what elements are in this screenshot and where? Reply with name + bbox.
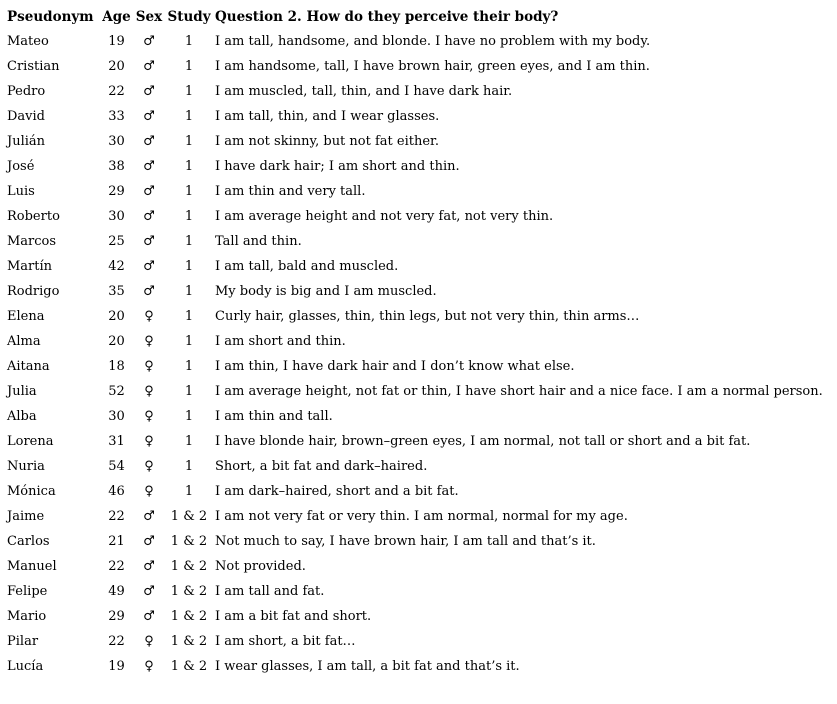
table-row bbox=[7, 104, 837, 129]
table-row bbox=[7, 254, 837, 279]
cell-study: 1 bbox=[184, 284, 194, 299]
table-row bbox=[7, 379, 837, 404]
cell-study: 1 & 2 bbox=[170, 559, 208, 574]
table-row bbox=[7, 629, 837, 654]
table-header-row bbox=[7, 4, 837, 29]
sex-symbol-icon: ♂ bbox=[143, 34, 155, 49]
cell-age: 22 bbox=[108, 634, 125, 649]
cell-pseudonym: Roberto bbox=[7, 209, 60, 224]
cell-study: 1 bbox=[184, 34, 194, 49]
sex-symbol-icon: ♀ bbox=[144, 659, 154, 674]
cell-study: 1 bbox=[184, 134, 194, 149]
cell-answer: I am not skinny, but not fat either. bbox=[215, 134, 439, 149]
cell-answer: I am tall and fat. bbox=[215, 584, 325, 599]
sex-symbol-icon: ♂ bbox=[143, 509, 155, 524]
cell-study: 1 bbox=[184, 434, 194, 449]
sex-symbol-icon: ♂ bbox=[143, 609, 155, 624]
cell-answer: I am average height and not very fat, not very thin. bbox=[215, 209, 554, 224]
table-row bbox=[7, 479, 837, 504]
cell-pseudonym: Elena bbox=[7, 309, 45, 324]
cell-answer: I am average height, not fat or thin, I have short hair and a nice face. I am a normal person. bbox=[215, 384, 823, 399]
cell-answer: I am muscled, tall, thin, and I have dark hair. bbox=[215, 84, 513, 99]
sex-symbol-icon: ♀ bbox=[144, 409, 154, 424]
cell-study: 1 bbox=[184, 409, 194, 424]
cell-age: 29 bbox=[108, 609, 125, 624]
sex-symbol-icon: ♂ bbox=[143, 134, 155, 149]
cell-pseudonym: Julia bbox=[7, 384, 37, 399]
table-row bbox=[7, 79, 837, 104]
cell-study: 1 bbox=[184, 209, 194, 224]
table-row bbox=[7, 129, 837, 154]
sex-symbol-icon: ♀ bbox=[144, 359, 154, 374]
table-row bbox=[7, 429, 837, 454]
cell-study: 1 bbox=[184, 334, 194, 349]
sex-symbol-icon: ♂ bbox=[143, 559, 155, 574]
cell-pseudonym: Aitana bbox=[7, 359, 50, 374]
cell-age: 19 bbox=[108, 659, 125, 674]
table-row bbox=[7, 654, 837, 679]
table-row bbox=[7, 554, 837, 579]
cell-answer: I am short, a bit fat… bbox=[215, 634, 356, 649]
cell-pseudonym: Alba bbox=[7, 409, 37, 424]
cell-pseudonym: Jaime bbox=[7, 509, 45, 524]
cell-study: 1 & 2 bbox=[170, 634, 208, 649]
cell-age: 20 bbox=[108, 309, 125, 324]
table-row bbox=[7, 179, 837, 204]
sex-symbol-icon: ♀ bbox=[144, 334, 154, 349]
cell-pseudonym: Mateo bbox=[7, 34, 49, 49]
cell-study: 1 bbox=[184, 484, 194, 499]
cell-age: 31 bbox=[108, 434, 125, 449]
cell-pseudonym: Cristian bbox=[7, 59, 60, 74]
table-row bbox=[7, 504, 837, 529]
cell-answer: Not provided. bbox=[215, 559, 306, 574]
sex-symbol-icon: ♀ bbox=[144, 634, 154, 649]
column-header-pseudonym: Pseudonym bbox=[7, 8, 94, 25]
cell-age: 22 bbox=[108, 509, 125, 524]
sex-symbol-icon: ♂ bbox=[143, 84, 155, 99]
table-row bbox=[7, 204, 837, 229]
cell-age: 19 bbox=[108, 34, 125, 49]
cell-pseudonym: Pilar bbox=[7, 634, 39, 649]
cell-answer: Not much to say, I have brown hair, I am tall and that’s it. bbox=[215, 534, 596, 549]
cell-pseudonym: Nuria bbox=[7, 459, 45, 474]
cell-pseudonym: Lorena bbox=[7, 434, 54, 449]
cell-pseudonym: David bbox=[7, 109, 45, 124]
cell-pseudonym: Pedro bbox=[7, 84, 46, 99]
cell-pseudonym: Mónica bbox=[7, 484, 56, 499]
sex-symbol-icon: ♂ bbox=[143, 209, 155, 224]
sex-symbol-icon: ♀ bbox=[144, 459, 154, 474]
table-row bbox=[7, 354, 837, 379]
table-row bbox=[7, 579, 837, 604]
cell-answer: Tall and thin. bbox=[215, 234, 302, 249]
cell-answer: I have dark hair; I am short and thin. bbox=[215, 159, 460, 174]
cell-study: 1 bbox=[184, 359, 194, 374]
cell-study: 1 & 2 bbox=[170, 584, 208, 599]
sex-symbol-icon: ♂ bbox=[143, 284, 155, 299]
cell-pseudonym: Rodrigo bbox=[7, 284, 60, 299]
sex-symbol-icon: ♀ bbox=[144, 484, 154, 499]
cell-answer: I am thin and very tall. bbox=[215, 184, 366, 199]
cell-study: 1 & 2 bbox=[170, 534, 208, 549]
table-row bbox=[7, 454, 837, 479]
cell-age: 20 bbox=[108, 59, 125, 74]
cell-answer: I am dark–haired, short and a bit fat. bbox=[215, 484, 459, 499]
column-header-question: Question 2. How do they perceive their body? bbox=[215, 8, 559, 25]
cell-answer: I am short and thin. bbox=[215, 334, 346, 349]
cell-pseudonym: Luis bbox=[7, 184, 35, 199]
cell-pseudonym: Manuel bbox=[7, 559, 57, 574]
cell-pseudonym: Carlos bbox=[7, 534, 50, 549]
cell-pseudonym: Marcos bbox=[7, 234, 57, 249]
cell-pseudonym: Julián bbox=[7, 134, 46, 149]
table-row bbox=[7, 154, 837, 179]
cell-age: 30 bbox=[108, 209, 125, 224]
cell-age: 42 bbox=[108, 259, 125, 274]
cell-age: 54 bbox=[108, 459, 125, 474]
cell-age: 49 bbox=[108, 584, 125, 599]
cell-age: 25 bbox=[108, 234, 125, 249]
cell-age: 52 bbox=[108, 384, 125, 399]
cell-pseudonym: Alma bbox=[7, 334, 41, 349]
cell-pseudonym: Mario bbox=[7, 609, 47, 624]
participants-table bbox=[7, 4, 837, 679]
table-row bbox=[7, 229, 837, 254]
cell-pseudonym: José bbox=[7, 159, 35, 174]
cell-answer: I am tall, handsome, and blonde. I have no problem with my body. bbox=[215, 34, 651, 49]
table-row bbox=[7, 604, 837, 629]
sex-symbol-icon: ♂ bbox=[143, 234, 155, 249]
cell-study: 1 bbox=[184, 459, 194, 474]
cell-answer: I am a bit fat and short. bbox=[215, 609, 372, 624]
sex-symbol-icon: ♀ bbox=[144, 309, 154, 324]
cell-pseudonym: Felipe bbox=[7, 584, 48, 599]
cell-study: 1 & 2 bbox=[170, 509, 208, 524]
table-row bbox=[7, 279, 837, 304]
cell-age: 18 bbox=[108, 359, 125, 374]
sex-symbol-icon: ♀ bbox=[144, 434, 154, 449]
sex-symbol-icon: ♂ bbox=[143, 159, 155, 174]
cell-study: 1 bbox=[184, 234, 194, 249]
sex-symbol-icon: ♂ bbox=[143, 184, 155, 199]
cell-answer: Curly hair, glasses, thin, thin legs, but not very thin, thin arms… bbox=[215, 309, 640, 324]
sex-symbol-icon: ♀ bbox=[144, 384, 154, 399]
column-header-age: Age bbox=[102, 8, 131, 25]
table-row bbox=[7, 304, 837, 329]
sex-symbol-icon: ♂ bbox=[143, 259, 155, 274]
cell-age: 22 bbox=[108, 84, 125, 99]
cell-study: 1 bbox=[184, 159, 194, 174]
cell-age: 38 bbox=[108, 159, 125, 174]
cell-age: 46 bbox=[108, 484, 125, 499]
cell-age: 29 bbox=[108, 184, 125, 199]
table-row bbox=[7, 529, 837, 554]
sex-symbol-icon: ♂ bbox=[143, 534, 155, 549]
cell-age: 22 bbox=[108, 559, 125, 574]
cell-pseudonym: Martín bbox=[7, 259, 53, 274]
cell-study: 1 bbox=[184, 184, 194, 199]
cell-answer: I am not very fat or very thin. I am normal, normal for my age. bbox=[215, 509, 628, 524]
cell-answer: Short, a bit fat and dark–haired. bbox=[215, 459, 428, 474]
cell-age: 30 bbox=[108, 134, 125, 149]
cell-age: 20 bbox=[108, 334, 125, 349]
cell-age: 21 bbox=[108, 534, 125, 549]
column-header-study: Study bbox=[167, 8, 211, 25]
sex-symbol-icon: ♂ bbox=[143, 109, 155, 124]
cell-study: 1 bbox=[184, 59, 194, 74]
cell-age: 30 bbox=[108, 409, 125, 424]
cell-age: 35 bbox=[108, 284, 125, 299]
column-header-sex: Sex bbox=[135, 8, 163, 25]
cell-pseudonym: Lucía bbox=[7, 659, 44, 674]
cell-study: 1 & 2 bbox=[170, 659, 208, 674]
cell-study: 1 & 2 bbox=[170, 609, 208, 624]
table-row bbox=[7, 329, 837, 354]
cell-age: 33 bbox=[108, 109, 125, 124]
sex-symbol-icon: ♂ bbox=[143, 584, 155, 599]
table-body bbox=[7, 29, 837, 679]
cell-answer: My body is big and I am muscled. bbox=[215, 284, 437, 299]
cell-study: 1 bbox=[184, 84, 194, 99]
cell-study: 1 bbox=[184, 259, 194, 274]
cell-answer: I am handsome, tall, I have brown hair, green eyes, and I am thin. bbox=[215, 59, 650, 74]
sex-symbol-icon: ♂ bbox=[143, 59, 155, 74]
cell-answer: I wear glasses, I am tall, a bit fat and that’s it. bbox=[215, 659, 520, 674]
table-row bbox=[7, 29, 837, 54]
cell-answer: I am thin, I have dark hair and I don’t know what else. bbox=[215, 359, 575, 374]
cell-study: 1 bbox=[184, 109, 194, 124]
table-row bbox=[7, 54, 837, 79]
table-row bbox=[7, 404, 837, 429]
cell-answer: I am tall, bald and muscled. bbox=[215, 259, 399, 274]
cell-answer: I am tall, thin, and I wear glasses. bbox=[215, 109, 440, 124]
cell-answer: I am thin and tall. bbox=[215, 409, 333, 424]
cell-study: 1 bbox=[184, 309, 194, 324]
cell-study: 1 bbox=[184, 384, 194, 399]
cell-answer: I have blonde hair, brown–green eyes, I am normal, not tall or short and a bit fat. bbox=[215, 434, 751, 449]
